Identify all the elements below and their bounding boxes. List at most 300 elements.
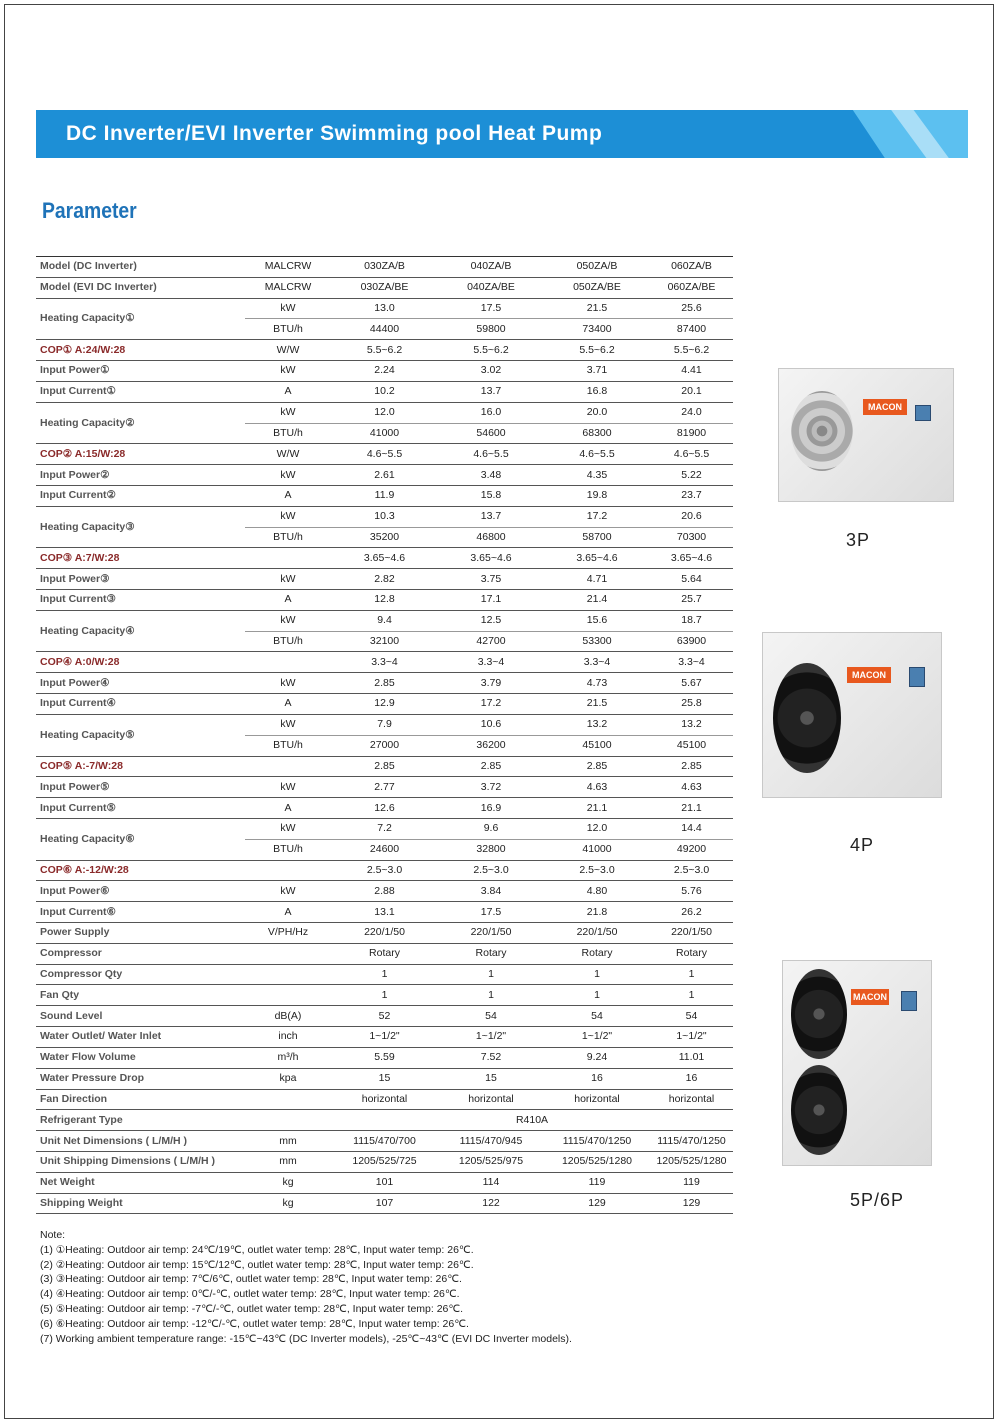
unit-cell: V/PH/Hz (245, 923, 331, 944)
value-cell: 13.2 (544, 714, 650, 735)
value-cell: 21.4 (544, 590, 650, 611)
value-cell: 21.5 (544, 298, 650, 319)
value-cell: 220/1/50 (544, 923, 650, 944)
value-cell: 12.5 (438, 610, 544, 631)
value-cell: 16.8 (544, 381, 650, 402)
value-cell: 25.7 (650, 590, 733, 611)
value-cell: 1205/525/1280 (544, 1151, 650, 1172)
value-cell: 050ZA/B (544, 257, 650, 278)
value-cell: 220/1/50 (650, 923, 733, 944)
row-label: Heating Capacity③ (36, 506, 245, 548)
value-cell: 15.6 (544, 610, 650, 631)
value-cell: 129 (650, 1193, 733, 1214)
unit-cell: kpa (245, 1068, 331, 1089)
table-row (36, 943, 733, 964)
value-cell: 4.73 (544, 673, 650, 694)
value-cell: R410A (331, 1110, 733, 1131)
value-cell: 13.1 (331, 902, 438, 923)
value-cell: 2.5~3.0 (650, 860, 733, 881)
value-cell: 101 (331, 1172, 438, 1193)
fan-icon (773, 663, 841, 773)
value-cell: 26.2 (650, 902, 733, 923)
value-cell: 24600 (331, 839, 438, 860)
unit-cell: kW (245, 361, 331, 382)
value-cell: 4.71 (544, 569, 650, 590)
table-row (36, 1068, 733, 1089)
value-cell: 41000 (331, 423, 438, 444)
value-cell: 2.82 (331, 569, 438, 590)
value-cell: 17.5 (438, 902, 544, 923)
row-label: Input Current⑥ (36, 902, 245, 923)
value-cell: 4.6~5.5 (650, 444, 733, 465)
notes-title: Note: (40, 1229, 66, 1241)
row-label: COP⑥ A:-12/W:28 (36, 860, 245, 881)
value-cell: 3.65~4.6 (331, 548, 438, 569)
unit-cell: A (245, 798, 331, 819)
value-cell: 21.1 (544, 798, 650, 819)
row-label: Input Current④ (36, 694, 245, 715)
value-cell: 3.79 (438, 673, 544, 694)
value-cell: 24.0 (650, 402, 733, 423)
unit-cell: W/W (245, 444, 331, 465)
unit-cell: kW (245, 506, 331, 527)
value-cell: 030ZA/BE (331, 277, 438, 298)
value-cell: 114 (438, 1172, 544, 1193)
value-cell: 5.5~6.2 (438, 340, 544, 361)
table-row (36, 298, 733, 319)
value-cell: 25.6 (650, 298, 733, 319)
value-cell: 9.24 (544, 1047, 650, 1068)
value-cell: horizontal (331, 1089, 438, 1110)
value-cell: 4.63 (544, 777, 650, 798)
unit-cell: A (245, 590, 331, 611)
row-label: Input Power④ (36, 673, 245, 694)
value-cell: 5.59 (331, 1047, 438, 1068)
unit-cell (245, 964, 331, 985)
value-cell: 1 (438, 985, 544, 1006)
value-cell: 73400 (544, 319, 650, 340)
value-cell: 1205/525/975 (438, 1151, 544, 1172)
value-cell: 63900 (650, 631, 733, 652)
unit-cell: mm (245, 1131, 331, 1152)
spec-table (36, 256, 733, 1214)
value-cell: 040ZA/BE (438, 277, 544, 298)
value-cell: horizontal (438, 1089, 544, 1110)
note-item: (7) Working ambient temperature range: -15℃~43℃ (DC Inverter models), -25℃~43℃ (EVI DC Inverter models). (40, 1332, 572, 1345)
row-label: Input Current② (36, 485, 245, 506)
value-cell: 119 (544, 1172, 650, 1193)
table-row (36, 673, 733, 694)
value-cell: 1~1/2" (650, 1027, 733, 1048)
value-cell: 2.5~3.0 (331, 860, 438, 881)
table-row (36, 756, 733, 777)
value-cell: 54 (544, 1006, 650, 1027)
value-cell: 122 (438, 1193, 544, 1214)
table-row (36, 714, 733, 735)
unit-cell: m³/h (245, 1047, 331, 1068)
value-cell: 2.61 (331, 465, 438, 486)
value-cell: 81900 (650, 423, 733, 444)
table-row (36, 444, 733, 465)
value-cell: 107 (331, 1193, 438, 1214)
value-cell: 32100 (331, 631, 438, 652)
unit-cell: BTU/h (245, 527, 331, 548)
unit-cell (245, 1110, 331, 1131)
value-cell: 1115/470/945 (438, 1131, 544, 1152)
banner-title: DC Inverter/EVI Inverter Swimming pool Heat Pump (66, 122, 603, 145)
value-cell: 1 (650, 985, 733, 1006)
row-label: Input Power⑥ (36, 881, 245, 902)
row-label: COP④ A:0/W:28 (36, 652, 245, 673)
value-cell: 220/1/50 (331, 923, 438, 944)
row-label: Heating Capacity④ (36, 610, 245, 652)
value-cell: 54600 (438, 423, 544, 444)
value-cell: 3.65~4.6 (544, 548, 650, 569)
table-row (36, 694, 733, 715)
value-cell: 7.2 (331, 818, 438, 839)
value-cell: 1 (544, 985, 650, 1006)
value-cell: 46800 (438, 527, 544, 548)
value-cell: 13.7 (438, 381, 544, 402)
value-cell: 53300 (544, 631, 650, 652)
value-cell: 5.5~6.2 (331, 340, 438, 361)
value-cell: 23.7 (650, 485, 733, 506)
value-cell: 49200 (650, 839, 733, 860)
value-cell: 70300 (650, 527, 733, 548)
value-cell: 1 (438, 964, 544, 985)
value-cell: 1~1/2" (544, 1027, 650, 1048)
value-cell: 050ZA/BE (544, 277, 650, 298)
table-row (36, 881, 733, 902)
value-cell: 030ZA/B (331, 257, 438, 278)
unit-cell (245, 652, 331, 673)
row-label: Net Weight (36, 1172, 245, 1193)
value-cell: 2.77 (331, 777, 438, 798)
control-panel-icon (915, 405, 931, 421)
unit-cell: BTU/h (245, 423, 331, 444)
unit-cell: W/W (245, 340, 331, 361)
value-cell: 3.65~4.6 (438, 548, 544, 569)
table-row (36, 652, 733, 673)
unit-cell (245, 860, 331, 881)
row-label: Power Supply (36, 923, 245, 944)
row-label: Heating Capacity② (36, 402, 245, 444)
value-cell: 45100 (650, 735, 733, 756)
value-cell: 87400 (650, 319, 733, 340)
value-cell: 10.3 (331, 506, 438, 527)
unit-cell (245, 1089, 331, 1110)
value-cell: 5.5~6.2 (544, 340, 650, 361)
value-cell: 17.1 (438, 590, 544, 611)
table-row (36, 985, 733, 1006)
unit-cell: kW (245, 610, 331, 631)
value-cell: 45100 (544, 735, 650, 756)
value-cell: 12.9 (331, 694, 438, 715)
fan-icon-bottom (791, 1065, 847, 1155)
row-label: Model (EVI DC Inverter) (36, 277, 245, 298)
unit-cell: kg (245, 1193, 331, 1214)
value-cell: 3.48 (438, 465, 544, 486)
note-item: (3) ③Heating: Outdoor air temp: 7℃/6℃, outlet water temp: 28℃, Input water temp: 26℃. (40, 1273, 462, 1286)
value-cell: 129 (544, 1193, 650, 1214)
value-cell: 41000 (544, 839, 650, 860)
value-cell: 21.8 (544, 902, 650, 923)
row-label: COP② A:15/W:28 (36, 444, 245, 465)
value-cell: 14.4 (650, 818, 733, 839)
value-cell: 12.6 (331, 798, 438, 819)
value-cell: 15 (331, 1068, 438, 1089)
value-cell: 1205/525/1280 (650, 1151, 733, 1172)
unit-cell: A (245, 485, 331, 506)
row-label: Sound Level (36, 1006, 245, 1027)
value-cell: 10.2 (331, 381, 438, 402)
unit-cell: kW (245, 714, 331, 735)
value-cell: 4.80 (544, 881, 650, 902)
value-cell: 36200 (438, 735, 544, 756)
unit-cell: kW (245, 402, 331, 423)
value-cell: 21.1 (650, 798, 733, 819)
brand-logo: MACON (851, 989, 889, 1005)
value-cell: 11.01 (650, 1047, 733, 1068)
row-label: Fan Direction (36, 1089, 245, 1110)
table-row (36, 485, 733, 506)
value-cell: 19.8 (544, 485, 650, 506)
value-cell: 20.6 (650, 506, 733, 527)
value-cell: 12.0 (544, 818, 650, 839)
value-cell: 3.71 (544, 361, 650, 382)
value-cell: 4.6~5.5 (331, 444, 438, 465)
row-label: Heating Capacity① (36, 298, 245, 340)
value-cell: Rotary (331, 943, 438, 964)
value-cell: 25.8 (650, 694, 733, 715)
value-cell: 13.0 (331, 298, 438, 319)
unit-cell: kW (245, 298, 331, 319)
table-row (36, 860, 733, 881)
value-cell: 59800 (438, 319, 544, 340)
value-cell: 16.9 (438, 798, 544, 819)
value-cell: 2.85 (331, 756, 438, 777)
product-image-3p (778, 368, 954, 502)
unit-cell: kW (245, 569, 331, 590)
unit-cell: BTU/h (245, 319, 331, 340)
table-row (36, 923, 733, 944)
value-cell: 1115/470/700 (331, 1131, 438, 1152)
value-cell: 3.3~4 (331, 652, 438, 673)
note-item: (1) ①Heating: Outdoor air temp: 24℃/19℃, outlet water temp: 28℃, Input water temp: 26℃. (40, 1243, 474, 1256)
table-row (36, 381, 733, 402)
value-cell: 2.5~3.0 (438, 860, 544, 881)
value-cell: 17.2 (544, 506, 650, 527)
value-cell: 060ZA/BE (650, 277, 733, 298)
table-row (36, 798, 733, 819)
brand-logo: MACON (847, 667, 891, 683)
unit-cell: A (245, 902, 331, 923)
value-cell: 4.35 (544, 465, 650, 486)
table-row (36, 610, 733, 631)
table-row (36, 506, 733, 527)
value-cell: 7.52 (438, 1047, 544, 1068)
row-label: Compressor Qty (36, 964, 245, 985)
value-cell: 20.1 (650, 381, 733, 402)
unit-cell: kg (245, 1172, 331, 1193)
value-cell: Rotary (438, 943, 544, 964)
row-label: Water Flow Volume (36, 1047, 245, 1068)
note-item: (4) ④Heating: Outdoor air temp: 0℃/-℃, outlet water temp: 28℃, Input water temp: 26℃. (40, 1288, 460, 1301)
table-row (36, 1131, 733, 1152)
value-cell: 16.0 (438, 402, 544, 423)
value-cell: 20.0 (544, 402, 650, 423)
value-cell: 11.9 (331, 485, 438, 506)
value-cell: 17.2 (438, 694, 544, 715)
table-row (36, 361, 733, 382)
value-cell: 17.5 (438, 298, 544, 319)
value-cell: 3.02 (438, 361, 544, 382)
unit-cell: kW (245, 465, 331, 486)
unit-cell: A (245, 381, 331, 402)
value-cell: 220/1/50 (438, 923, 544, 944)
value-cell: 3.72 (438, 777, 544, 798)
title-banner (36, 110, 968, 158)
product-label-5p-6p: 5P/6P (850, 1190, 905, 1210)
product-label-4p: 4P (850, 835, 875, 855)
table-row (36, 1151, 733, 1172)
value-cell: 16 (650, 1068, 733, 1089)
row-label: Input Power① (36, 361, 245, 382)
value-cell: 52 (331, 1006, 438, 1027)
unit-cell: dB(A) (245, 1006, 331, 1027)
value-cell: 1 (331, 985, 438, 1006)
row-label: Input Power③ (36, 569, 245, 590)
value-cell: 32800 (438, 839, 544, 860)
value-cell: 9.4 (331, 610, 438, 631)
row-label: Water Pressure Drop (36, 1068, 245, 1089)
value-cell: Rotary (544, 943, 650, 964)
table-row (36, 590, 733, 611)
value-cell: 4.6~5.5 (544, 444, 650, 465)
fan-icon-top (791, 969, 847, 1059)
row-label: Model (DC Inverter) (36, 257, 245, 278)
product-label-3p: 3P (846, 530, 871, 550)
value-cell: 1~1/2" (438, 1027, 544, 1048)
product-image-5p-6p (782, 960, 932, 1166)
value-cell: 3.3~4 (438, 652, 544, 673)
value-cell: 1 (650, 964, 733, 985)
row-label: Water Outlet/ Water Inlet (36, 1027, 245, 1048)
section-heading: Parameter (42, 198, 137, 223)
unit-cell: BTU/h (245, 631, 331, 652)
value-cell: Rotary (650, 943, 733, 964)
row-label: Input Current③ (36, 590, 245, 611)
value-cell: 35200 (331, 527, 438, 548)
value-cell: 1~1/2" (331, 1027, 438, 1048)
row-label: Input Power② (36, 465, 245, 486)
unit-cell: kW (245, 777, 331, 798)
value-cell: 42700 (438, 631, 544, 652)
table-row (36, 1006, 733, 1027)
product-image-4p (762, 632, 942, 798)
note-item: (5) ⑤Heating: Outdoor air temp: -7℃/-℃, outlet water temp: 28℃, Input water temp: 26℃. (40, 1302, 464, 1315)
value-cell: 119 (650, 1172, 733, 1193)
fan-grille-icon (791, 391, 853, 471)
row-label: Input Power⑤ (36, 777, 245, 798)
row-label: Input Current⑤ (36, 798, 245, 819)
row-label: COP③ A:7/W:28 (36, 548, 245, 569)
value-cell: 27000 (331, 735, 438, 756)
row-label: COP⑤ A:-7/W:28 (36, 756, 245, 777)
value-cell: 5.67 (650, 673, 733, 694)
row-label: Unit Net Dimensions ( L/M/H ) (36, 1131, 245, 1152)
value-cell: 15 (438, 1068, 544, 1089)
control-panel-icon (909, 667, 925, 687)
value-cell: 15.8 (438, 485, 544, 506)
value-cell: 9.6 (438, 818, 544, 839)
value-cell: horizontal (544, 1089, 650, 1110)
row-label: Heating Capacity⑤ (36, 714, 245, 756)
value-cell: 3.3~4 (650, 652, 733, 673)
row-label: Fan Qty (36, 985, 245, 1006)
value-cell: 21.5 (544, 694, 650, 715)
note-item: (2) ②Heating: Outdoor air temp: 15℃/12℃, outlet water temp: 28℃, Input water temp: 26℃. (40, 1258, 474, 1271)
row-label: Shipping Weight (36, 1193, 245, 1214)
row-label: Heating Capacity⑥ (36, 818, 245, 860)
unit-cell: A (245, 694, 331, 715)
table-row (36, 1047, 733, 1068)
unit-cell (245, 756, 331, 777)
value-cell: 13.7 (438, 506, 544, 527)
value-cell: 54 (650, 1006, 733, 1027)
value-cell: 16 (544, 1068, 650, 1089)
value-cell: 12.8 (331, 590, 438, 611)
table-row (36, 569, 733, 590)
value-cell: 5.76 (650, 881, 733, 902)
value-cell: 3.65~4.6 (650, 548, 733, 569)
value-cell: 68300 (544, 423, 650, 444)
value-cell: 5.5~6.2 (650, 340, 733, 361)
value-cell: 7.9 (331, 714, 438, 735)
unit-cell: mm (245, 1151, 331, 1172)
table-row (36, 902, 733, 923)
value-cell: 12.0 (331, 402, 438, 423)
notes-section (40, 1228, 740, 1346)
row-label: Refrigerant Type (36, 1110, 245, 1131)
control-panel-icon (901, 991, 917, 1011)
value-cell: 2.85 (544, 756, 650, 777)
value-cell: 1205/525/725 (331, 1151, 438, 1172)
value-cell: 040ZA/B (438, 257, 544, 278)
table-row (36, 1172, 733, 1193)
value-cell: 2.85 (438, 756, 544, 777)
value-cell: 3.84 (438, 881, 544, 902)
value-cell: 4.63 (650, 777, 733, 798)
table-row (36, 1110, 733, 1131)
row-label: Unit Shipping Dimensions ( L/M/H ) (36, 1151, 245, 1172)
value-cell: 2.5~3.0 (544, 860, 650, 881)
table-row (36, 277, 733, 298)
value-cell: 18.7 (650, 610, 733, 631)
value-cell: 13.2 (650, 714, 733, 735)
table-row (36, 548, 733, 569)
value-cell: 54 (438, 1006, 544, 1027)
table-row (36, 777, 733, 798)
unit-cell: BTU/h (245, 839, 331, 860)
value-cell: 44400 (331, 319, 438, 340)
value-cell: 1115/470/1250 (650, 1131, 733, 1152)
table-row (36, 257, 733, 278)
value-cell: 060ZA/B (650, 257, 733, 278)
table-row (36, 1089, 733, 1110)
value-cell: 1115/470/1250 (544, 1131, 650, 1152)
row-label: COP① A:24/W:28 (36, 340, 245, 361)
